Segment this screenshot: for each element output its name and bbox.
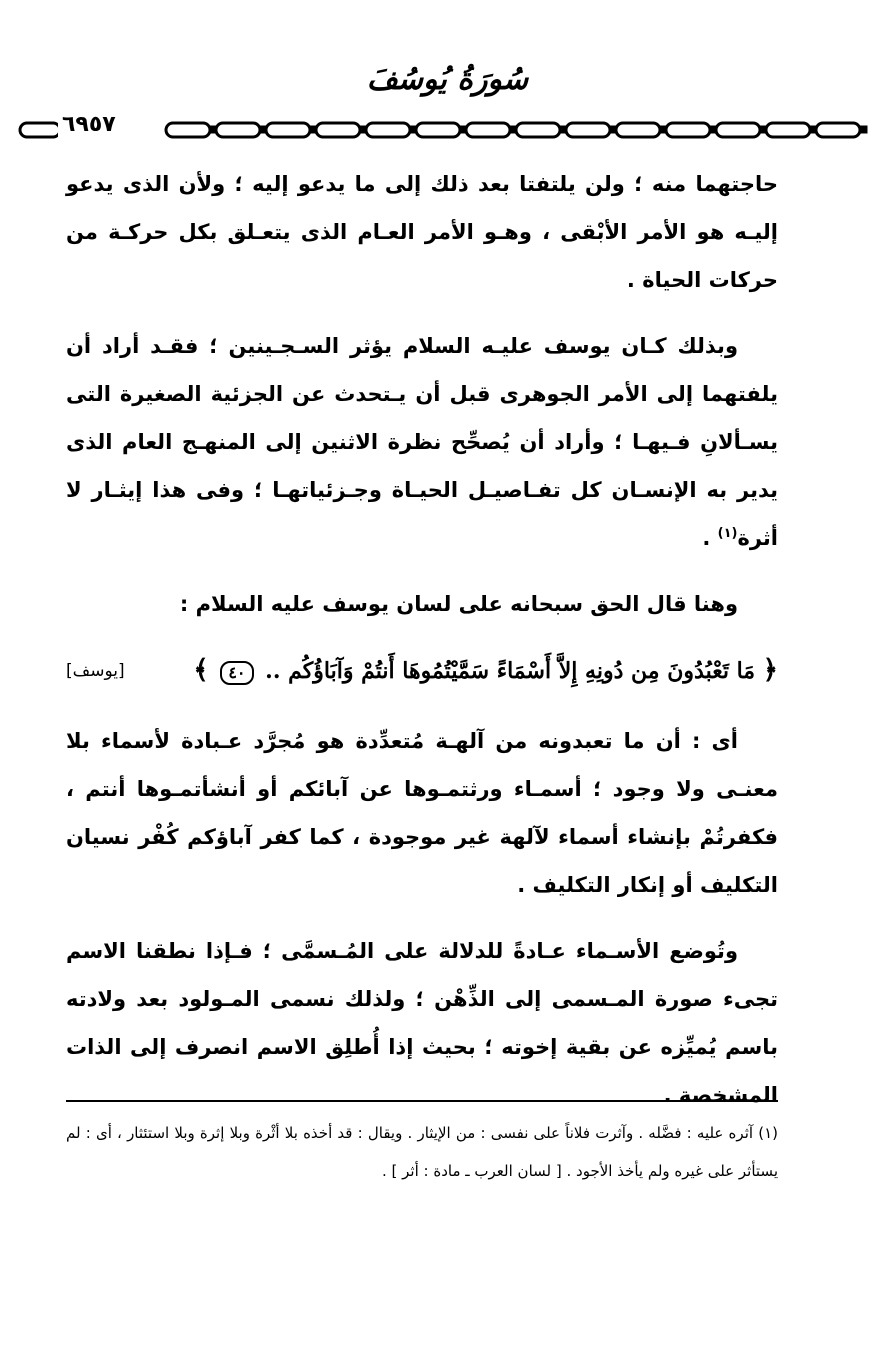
paragraph-text: حاجتهما منه ؛ ولن يلتفتا بعد ذلك إلى ما يدعو إليه ؛ ولأن الذى يدعو إليـه هو الأمر الأبْقى ، وهـو الأمر العـام الذى يتعـلق بكل حركـة من حركات الحياة . — [66, 172, 778, 292]
verse-body — [193, 646, 778, 695]
paragraph-5 — [66, 927, 778, 1119]
verse-close-bracket: ﴾ — [193, 655, 209, 685]
header-ornament-band — [16, 118, 878, 142]
page-number: ٦٩٥٧ — [58, 112, 120, 137]
paragraph-1 — [66, 160, 778, 304]
paragraph-text: أى : أن ما تعبدونه من آلهـة مُتعدِّدة هو مُجرَّد عـبادة لأسماء بلا معنـى ولا وجود ؛ أسمـاء ورثتمـوها عن آبائكم أو أنشأتمـوها أنتم ، فكفرتُمْ بإنشاء أسماء لآلهة غير موجودة ، كما كفر آباؤكم كُفْر نسيان التكليف أو إنكار التكليف . — [66, 729, 778, 897]
surah-title: سُورَةُ يُوسُفَ — [366, 62, 529, 97]
paragraph-text: وبذلك كـان يوسف عليـه السلام يؤثر السـجـينين ؛ فقـد أراد أن يلفتهما إلى الأمر الجوهرى قبل أن يـتحدث عن الجزئية الصغيرة التى يسـألانِ فـيهـا ؛ وأراد أن يُصحِّح نظرة الاثنين إلى المنهـج العام الذى يدير به الإنسـان كل تفـاصيـل الحيـاة وجـزئياتهـا ؛ وفى هذا إيثـار لا أثرة — [66, 334, 778, 550]
main-text — [66, 160, 778, 1137]
paragraph-trailing: . — [702, 526, 718, 550]
chain-ornament-icon — [16, 118, 878, 142]
verse-number-badge: ٤٠ — [220, 661, 253, 685]
verse-open-bracket: ﴿ — [762, 655, 778, 685]
quran-verse — [66, 646, 778, 695]
paragraph-text: وتُوضع الأسـماء عـادةً للدلالة على المُـسمَّى ؛ فـإذا نطقنا الاسم تجىء صورة المـسمى إلى الذِّهْن ؛ ولذلك نسمى المـولود بعد ولادته باسم يُميِّزه عن بقية إخوته ؛ بحيث إذا أُطلِق الاسم انصرف إلى الذات المشخصة . — [66, 939, 778, 1107]
paragraph-2 — [66, 322, 778, 562]
footnote-divider — [66, 1100, 778, 1102]
verse-reference: [يوسف] — [66, 660, 125, 681]
footnote-reference[interactable]: (١) — [717, 526, 738, 541]
paragraph-3 — [66, 580, 778, 628]
verse-text: مَا تَعْبُدُونَ مِن دُونِهِ إِلاَّ أَسْمَاءً سَمَّيْتُمُوهَا أَنتُمْ وَآبَاؤُكُم .. — [265, 658, 756, 684]
footnotes — [66, 1114, 778, 1190]
paragraph-text: وهنا قال الحق سبحانه على لسان يوسف عليه السلام : — [179, 592, 738, 616]
paragraph-4 — [66, 717, 778, 909]
footnote-1: (١) آثره عليه : فضَّله . وآثرت فلاناً على نفسى : من الإيثار . ويقال : قد أخذه بلا أثْرة وبلا إثرة وبلا استئثار ، أى : لم يستأثر على غيره ولم يأخذ الأجود . [ لسان العرب ـ مادة : أثر ] . — [66, 1124, 778, 1180]
